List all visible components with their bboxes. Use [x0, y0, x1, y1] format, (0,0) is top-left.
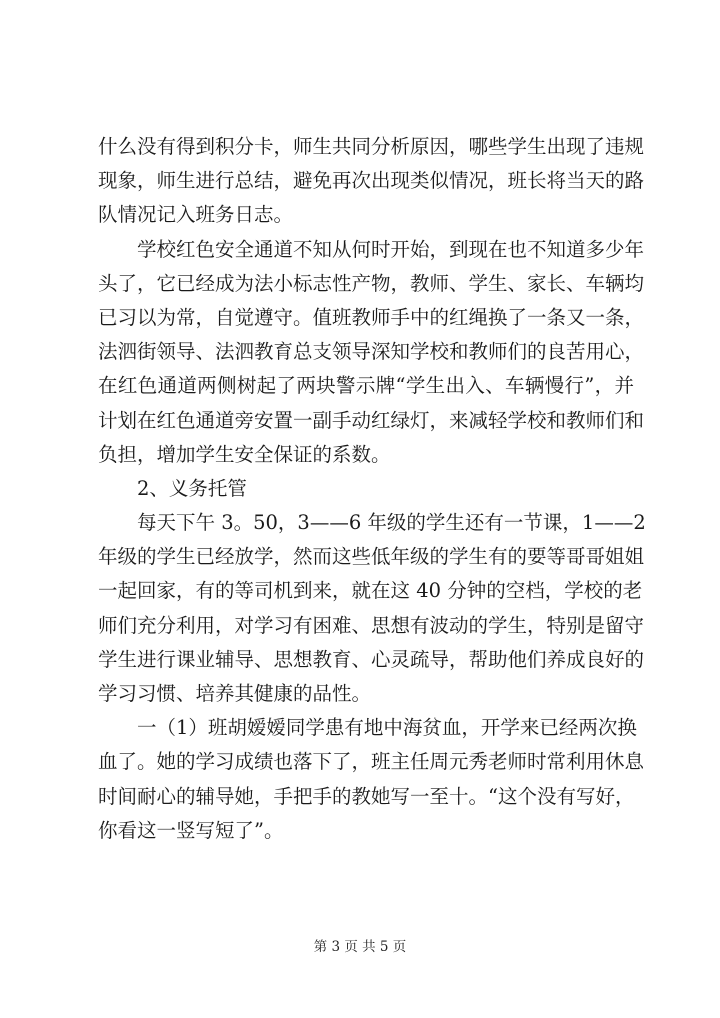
text-line: 队情况记入班务日志。: [98, 203, 294, 227]
paragraph-continuation: [98, 130, 645, 233]
text-line: 师们充分利用，对学习有困难、思想有波动的学生，特别是留守: [98, 613, 645, 637]
text-line: 负担，增加学生安全保证的系数。: [98, 442, 391, 466]
document-body: [98, 130, 646, 848]
text-line: 学生进行课业辅导、思想教育、心灵疏导，帮助他们养成良好的: [98, 647, 645, 671]
text-line: 已习以为常，自觉遵守。值班教师手中的红绳换了一条又一条，: [98, 305, 645, 329]
section-heading: 2、义务托管: [137, 476, 247, 500]
text-line: 一起回家，有的等司机到来，就在这 40 分钟的空档，学校的老: [98, 579, 643, 603]
text-line: 头了，它已经成为法小标志性产物，教师、学生、家长、车辆均: [98, 271, 645, 295]
paragraph-after-school-care: [98, 506, 646, 711]
page-number: 第 3 页 共 5 页: [313, 939, 407, 955]
text-line: 血了。她的学习成绩也落下了，班主任周元秀老师时常利用休息: [98, 750, 645, 774]
text-line: 学习习惯、培养其健康的品性。: [98, 682, 372, 705]
text-line: 现象，师生进行总结，避免再次出现类似情况，班长将当天的路: [98, 169, 645, 193]
text-line: 什么没有得到积分卡，师生共同分析原因，哪些学生出现了违规: [98, 135, 645, 158]
text-line: 一（1）班胡嫒嫒同学患有地中海贫血，开学来已经两次换: [137, 716, 637, 740]
text-line: 你看这一竖写短了”。: [98, 818, 284, 842]
paragraph-red-safety-channel: [98, 233, 645, 472]
text-line: 在红色通道两侧树起了两块警示牌“学生出入、车辆慢行”，并: [98, 374, 634, 398]
text-line: 学校红色安全通道不知从何时开始，到现在也不知道多少年: [137, 237, 645, 261]
paragraph-student-story: [98, 711, 645, 848]
text-line: 每天下午 3。50，3——6 年级的学生还有一节课，1——2: [137, 511, 646, 535]
text-line: 计划在红色通道旁安置一副手动红绿灯，来减轻学校和教师们和: [98, 408, 645, 432]
text-line: 年级的学生已经放学，然而这些低年级的学生有的要等哥哥姐姐: [98, 545, 645, 569]
text-line: 法泗街领导、法泗教育总支领导深知学校和教师们的良苦用心，: [98, 340, 645, 364]
text-line: 时间耐心的辅导她，手把手的教她写一至十。“这个没有写好，: [98, 784, 635, 808]
